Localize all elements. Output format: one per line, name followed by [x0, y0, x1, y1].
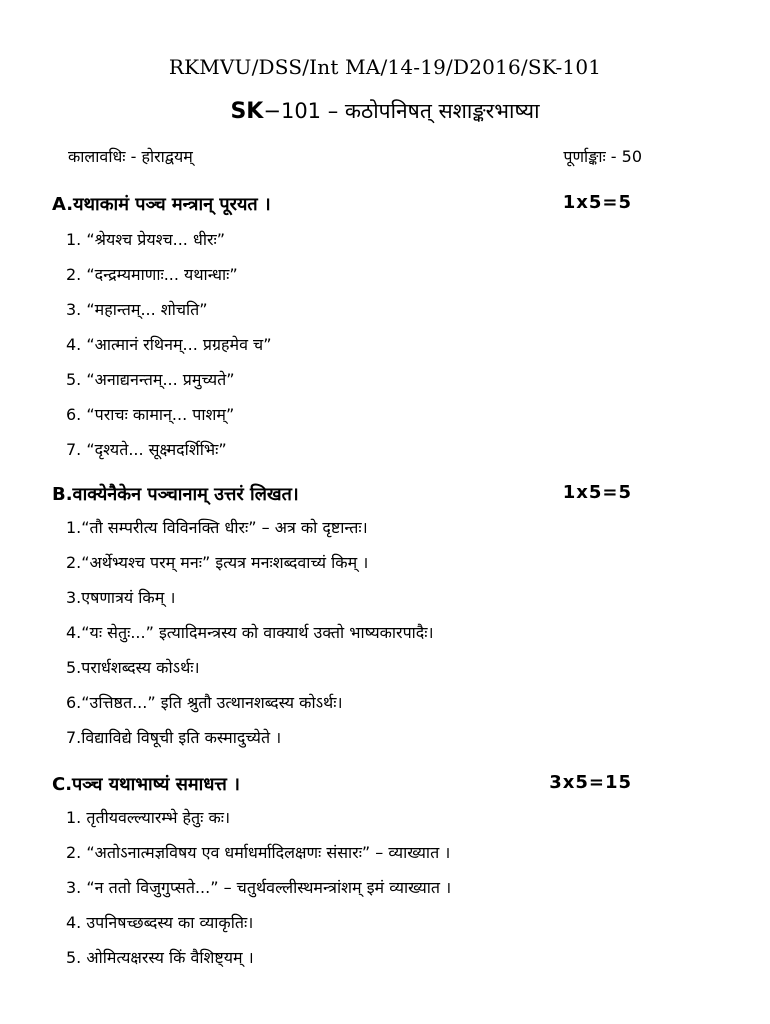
section-marks: 1x5=5: [562, 482, 632, 503]
section-c-heading: [52, 772, 632, 796]
full-marks-label: पूर्णाङ्काः - 50: [563, 147, 642, 166]
duration-label: कालावधिः - होराद्वयम्: [68, 147, 193, 166]
question-item: 5.परार्धशब्दस्य कोऽर्थः।: [66, 658, 200, 677]
section-b-heading: [52, 482, 632, 506]
section-marks: 1x5=5: [562, 192, 632, 213]
question-item: 5. “अनाद्यनन्तम्... प्रमुच्यते”: [66, 370, 235, 389]
question-item: 3. “न ततो विजुगुप्सते...” – चतुर्थवल्लीस्थमन्त्रांशम् इमं व्याख्यात ।: [66, 878, 452, 897]
question-item: 2. “दन्द्रम्यमाणाः... यथान्धाः”: [66, 265, 238, 284]
section-heading-text: B.वाक्येनैकेन पञ्चानाम् उत्तरं लिखत।: [52, 484, 299, 505]
question-item: 2.“अर्थेभ्यश्च परम् मनः” इत्यत्र मनःशब्दवाच्यं किम् ।: [66, 553, 369, 572]
exam-meta: [68, 145, 642, 167]
section-c-questions: [66, 808, 451, 983]
section-heading-text: C.पञ्च यथाभाष्यं समाधत्त ।: [52, 774, 240, 795]
section-b-questions: [66, 518, 434, 763]
section-heading-text: A.यथाकामं पञ्च मन्त्रान् पूरयत ।: [52, 194, 271, 215]
question-item: 1. तृतीयवल्ल्यारम्भे हेतुः कः।: [66, 808, 231, 827]
question-item: 1.“तौ सम्परीत्य विविनक्ति धीरः” – अत्र को दृष्टान्तः।: [66, 518, 368, 537]
question-item: 6. “पराचः कामान्... पाशम्”: [66, 405, 235, 424]
question-item: 7.विद्याविद्ये विषूची इति कस्मादुच्येते ।: [66, 728, 282, 747]
question-item: 4. उपनिषच्छब्दस्य का व्याकृतिः।: [66, 913, 254, 932]
question-item: 1. “श्रेयश्च प्रेयश्च... धीरः”: [66, 230, 226, 249]
title-text: −101 – कठोपनिषत् सशाङ्करभाष्या: [263, 99, 540, 123]
question-item: 7. “दृश्यते... सूक्ष्मदर्शिभिः”: [66, 440, 227, 459]
question-item: 4. “आत्मानं रथिनम्... प्रग्रहमेव च”: [66, 335, 272, 354]
paper-code: RKMVU/DSS/Int MA/14-19/D2016/SK-101: [168, 55, 602, 79]
paper-title: [0, 97, 770, 125]
question-item: 3. “महान्तम्... शोचति”: [66, 300, 208, 319]
section-a-questions: [66, 230, 272, 475]
question-item: 2. “अतोऽनात्मज्ञविषय एव धर्माधर्मादिलक्षणः संसारः” – व्याख्यात ।: [66, 843, 451, 862]
question-item: 4.“यः सेतुः...” इत्यादिमन्त्रस्य को वाक्यार्थ उक्तो भाष्यकारपादैः।: [66, 623, 434, 642]
question-item: 6.“उत्तिष्ठत...” इति श्रुतौ उत्थानशब्दस्य कोऽर्थः।: [66, 693, 343, 712]
question-item: 5. ओमित्यक्षरस्य किं वैशिष्ट्यम् ।: [66, 948, 254, 967]
title-prefix: SK: [230, 99, 264, 124]
section-a-heading: [52, 192, 632, 216]
section-marks: 3x5=15: [549, 772, 632, 793]
question-item: 3.एषणात्रयं किम् ।: [66, 588, 176, 607]
